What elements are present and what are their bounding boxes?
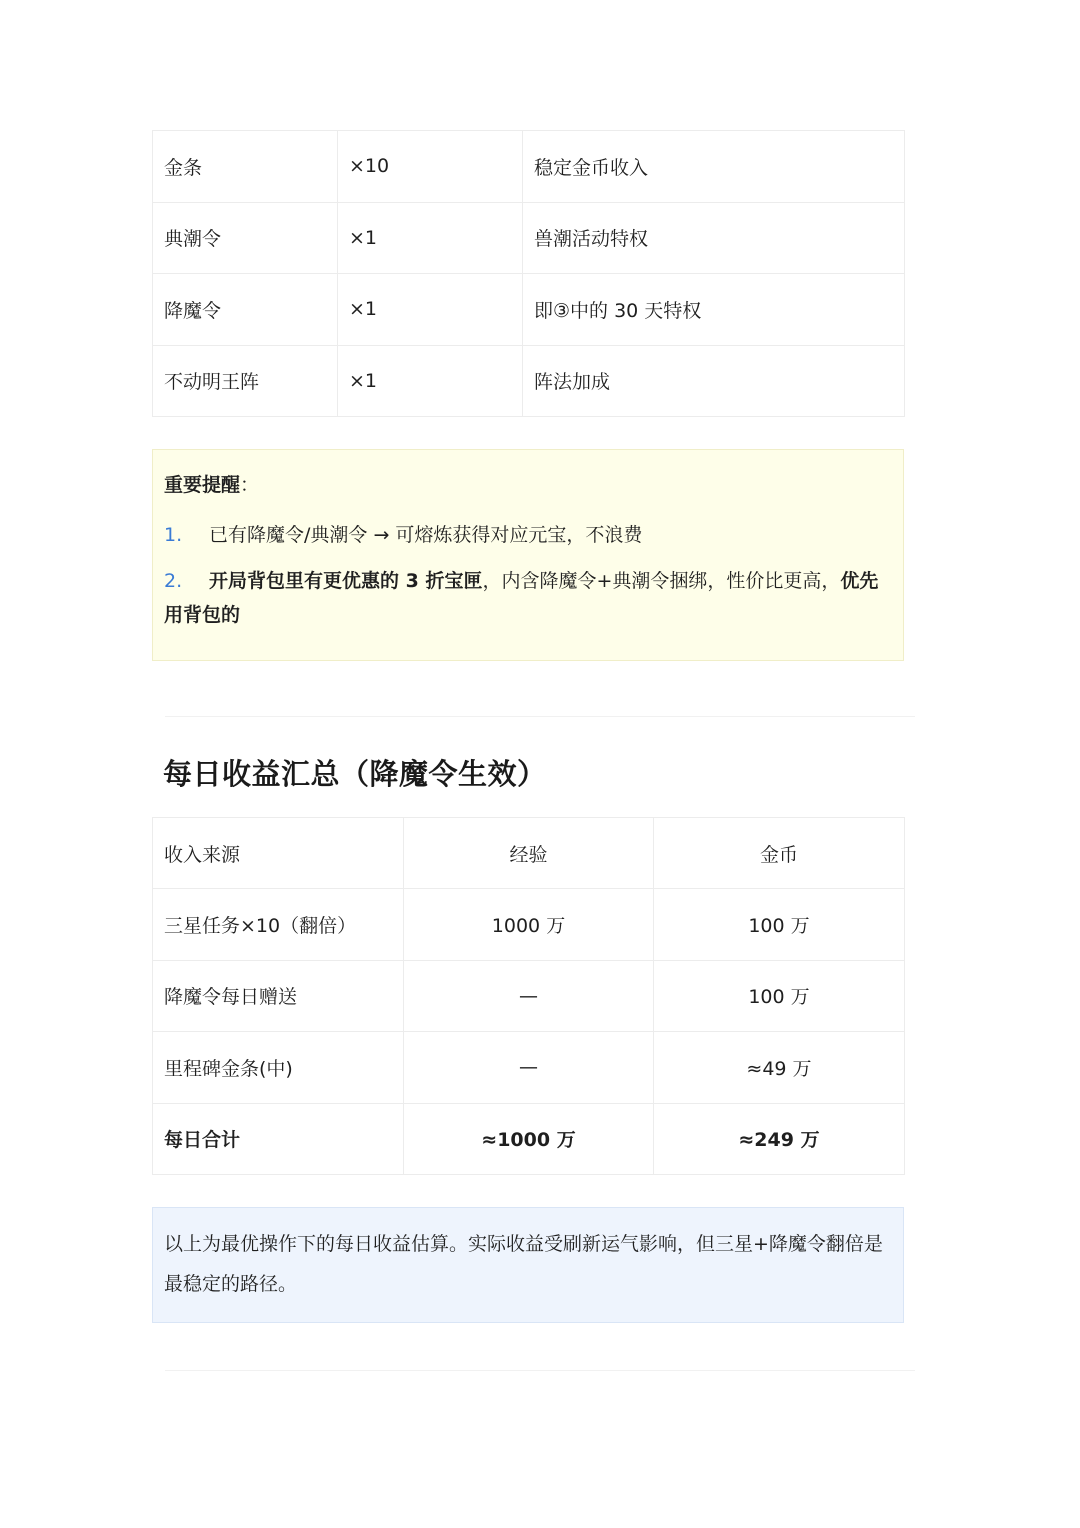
item-qty: ×1 [338,345,523,417]
item-name: 典潮令 [153,202,338,274]
list-item [164,518,885,552]
table-row [153,960,905,1031]
notice-heading: 重要提醒： [164,474,260,496]
total-exp: ≈1000 万 [404,1103,654,1174]
income-source: 降魔令每日赠送 [153,960,404,1031]
table-row [153,889,905,960]
table-row [153,202,905,274]
gold-value: 100 万 [654,889,905,960]
item-qty: ×1 [338,274,523,346]
summary-section [152,817,904,1175]
list-number: 1. [164,524,183,546]
item-qty: ×10 [338,131,523,203]
table-row [153,345,905,417]
income-source: 三星任务×10（翻倍） [153,889,404,960]
info-note [152,1207,904,1323]
table-header-row [153,818,905,889]
item-name: 金条 [153,131,338,203]
list-number: 2. [164,570,183,592]
exp-value: — [404,1032,654,1103]
section-title: 每日收益汇总（降魔令生效） [163,757,547,791]
table-row [153,131,905,203]
item-qty: ×1 [338,202,523,274]
total-label: 每日合计 [153,1103,404,1174]
table-row [153,274,905,346]
items-table [152,130,905,417]
header-source: 收入来源 [153,818,404,889]
gold-value: 100 万 [654,960,905,1031]
list-text: ，内含降魔令+典潮令捆绑，性价比更高， [482,570,841,592]
total-row [153,1103,905,1174]
summary-table [152,817,905,1175]
item-desc: 阵法加成 [523,345,905,417]
total-gold: ≈249 万 [654,1103,905,1174]
header-gold: 金币 [654,818,905,889]
section-divider [165,716,915,717]
items-section [152,130,904,661]
info-text: 以上为最优操作下的每日收益估算。实际收益受刷新运气影响，但三星+降魔令翻倍是最稳定的路径。 [164,1233,883,1295]
important-notice [152,449,904,661]
gold-value: ≈49 万 [654,1032,905,1103]
item-desc: 即③中的 30 天特权 [523,274,905,346]
list-text: 已有降魔令/典潮令 → 可熔炼获得对应元宝，不浪费 [209,524,643,546]
income-source: 里程碑金条(中) [153,1032,404,1103]
section-divider [165,1370,915,1371]
list-item [164,564,885,632]
item-name: 降魔令 [153,274,338,346]
exp-value: 1000 万 [404,889,654,960]
item-name: 不动明王阵 [153,345,338,417]
item-desc: 兽潮活动特权 [523,202,905,274]
list-emphasis: 开局背包里有更优惠的 3 折宝匣 [209,570,483,592]
table-row [153,1032,905,1103]
item-desc: 稳定金币收入 [523,131,905,203]
header-exp: 经验 [404,818,654,889]
list-emphasis: 优先用背包的 [164,570,879,626]
exp-value: — [404,960,654,1031]
